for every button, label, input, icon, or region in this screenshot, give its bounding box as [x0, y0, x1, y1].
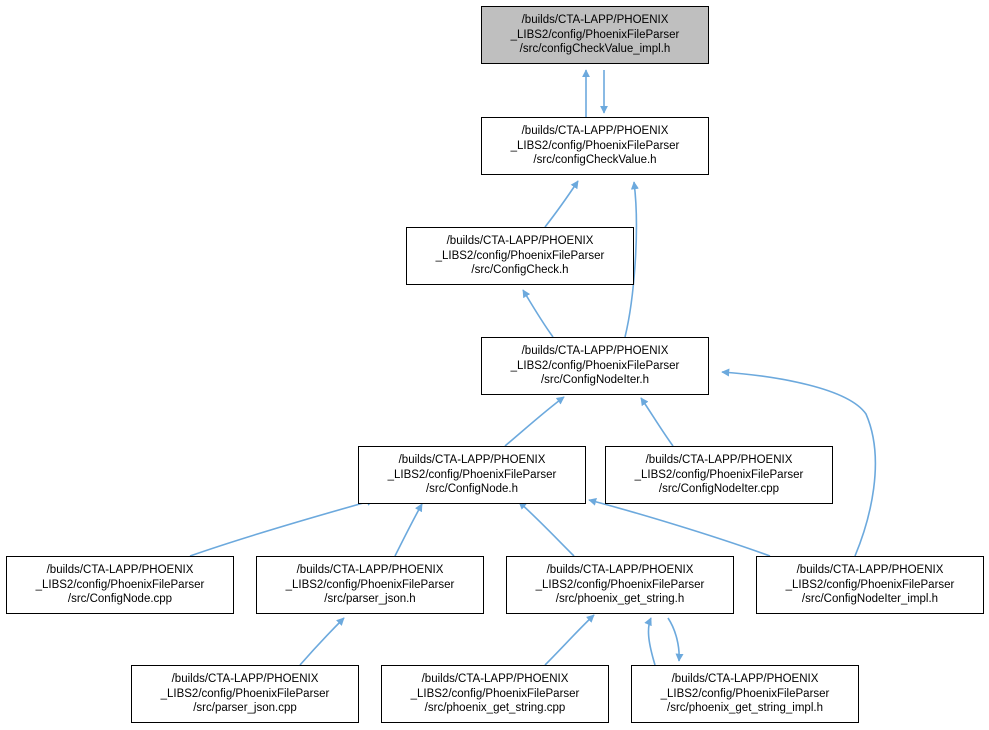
graph-node-ConfigNodeIter_cpp[interactable]: [605, 446, 833, 504]
graph-node-label-line: /src/parser_json.cpp: [193, 702, 297, 715]
graph-node-label-line: _LIBS2/config/PhoenixFileParser: [634, 468, 804, 481]
graph-node-label-line: /src/ConfigNodeIter_impl.h: [801, 593, 939, 606]
graph-node-label-line: /builds/CTA-LAPP/PHOENIX: [521, 345, 669, 358]
graph-node-label-line: /builds/CTA-LAPP/PHOENIX: [446, 235, 594, 248]
graph-node-label-line: /builds/CTA-LAPP/PHOENIX: [796, 564, 944, 577]
graph-node-label-line: _LIBS2/config/PhoenixFileParser: [35, 578, 205, 591]
graph-node-label-line: _LIBS2/config/PhoenixFileParser: [285, 578, 455, 591]
graph-node-label-line: /src/phoenix_get_string_impl.h: [667, 702, 823, 715]
graph-node-label-line: /builds/CTA-LAPP/PHOENIX: [296, 564, 444, 577]
graph-node-label-line: /src/configCheckValue.h: [533, 154, 657, 167]
graph-node-label-line: _LIBS2/config/PhoenixFileParser: [387, 468, 557, 481]
graph-edge-ConfigNodeIter_impl-to-ConfigNode: [589, 500, 770, 556]
graph-node-label-line: /builds/CTA-LAPP/PHOENIX: [46, 564, 194, 577]
graph-node-label-line: /src/ConfigNode.h: [425, 483, 519, 496]
graph-node-ConfigNodeIter[interactable]: [481, 337, 709, 395]
graph-node-label-line: /builds/CTA-LAPP/PHOENIX: [546, 564, 694, 577]
graph-node-label-line: _LIBS2/config/PhoenixFileParser: [510, 359, 680, 372]
graph-node-label-line: /src/ConfigNode.cpp: [67, 593, 173, 606]
graph-node-label-line: /builds/CTA-LAPP/PHOENIX: [671, 673, 819, 686]
graph-node-phoenix_get_string_impl[interactable]: [631, 665, 859, 723]
graph-node-label-line: /builds/CTA-LAPP/PHOENIX: [171, 673, 319, 686]
graph-edge-parser_json_h-to-ConfigNode: [395, 504, 422, 556]
graph-node-parser_json_h[interactable]: [256, 556, 484, 614]
graph-edge-phoenix_get_string_cpp-to-phoenix_get_string_h: [545, 615, 594, 665]
graph-node-label-line: /src/ConfigNodeIter.cpp: [658, 483, 780, 496]
graph-node-label-line: /src/parser_json.h: [324, 593, 416, 606]
graph-node-label-line: /src/configCheckValue_impl.h: [519, 43, 671, 56]
graph-edge-ConfigNode-to-ConfigNodeIter: [505, 397, 564, 446]
graph-edge-phoenix_get_string_impl-to-phoenix_get_string_h: [648, 618, 655, 665]
graph-edge-ConfigCheck-to-configCheckValue: [545, 181, 578, 227]
graph-node-ConfigNode[interactable]: [358, 446, 586, 504]
graph-edge-parser_json_cpp-to-parser_json_h: [300, 618, 344, 665]
graph-node-label-line: _LIBS2/config/PhoenixFileParser: [435, 249, 605, 262]
graph-node-label-line: /src/phoenix_get_string.h: [555, 593, 685, 606]
graph-node-label-line: _LIBS2/config/PhoenixFileParser: [535, 578, 705, 591]
graph-edge-phoenix_get_string_h-to-ConfigNode: [519, 502, 574, 556]
graph-node-ConfigNode_cpp[interactable]: [6, 556, 234, 614]
graph-edge-ConfigNodeIter_cpp-to-ConfigNodeIter: [641, 398, 673, 446]
graph-node-label-line: /src/phoenix_get_string.cpp: [424, 702, 566, 715]
graph-edge-ConfigNodeIter-to-ConfigCheck: [523, 290, 553, 337]
graph-node-label-line: _LIBS2/config/PhoenixFileParser: [510, 139, 680, 152]
graph-node-label-line: _LIBS2/config/PhoenixFileParser: [410, 687, 580, 700]
graph-node-ConfigCheck[interactable]: [406, 227, 634, 285]
graph-node-parser_json_cpp[interactable]: [131, 665, 359, 723]
graph-node-label-line: _LIBS2/config/PhoenixFileParser: [785, 578, 955, 591]
graph-node-label-line: /builds/CTA-LAPP/PHOENIX: [421, 673, 569, 686]
graph-node-phoenix_get_string_cpp[interactable]: [381, 665, 609, 723]
graph-node-configCheckValue[interactable]: [481, 117, 709, 175]
graph-edge-phoenix_get_string_h-to-phoenix_get_string_impl: [668, 618, 679, 661]
graph-node-label-line: /src/ConfigNodeIter.h: [540, 374, 650, 387]
graph-node-label-line: /builds/CTA-LAPP/PHOENIX: [645, 454, 793, 467]
graph-node-label-line: /builds/CTA-LAPP/PHOENIX: [521, 14, 669, 27]
graph-edge-ConfigNode_cpp-to-ConfigNode: [190, 500, 374, 556]
graph-node-ConfigNodeIter_impl[interactable]: [756, 556, 984, 614]
graph-node-configCheckValue_impl[interactable]: [481, 6, 709, 64]
graph-node-label-line: /builds/CTA-LAPP/PHOENIX: [398, 454, 546, 467]
graph-node-label-line: _LIBS2/config/PhoenixFileParser: [660, 687, 830, 700]
graph-node-label-line: /builds/CTA-LAPP/PHOENIX: [521, 125, 669, 138]
graph-node-label-line: _LIBS2/config/PhoenixFileParser: [160, 687, 330, 700]
graph-node-label-line: /src/ConfigCheck.h: [471, 264, 569, 277]
graph-node-phoenix_get_string_h[interactable]: [506, 556, 734, 614]
graph-node-label-line: _LIBS2/config/PhoenixFileParser: [510, 28, 680, 41]
